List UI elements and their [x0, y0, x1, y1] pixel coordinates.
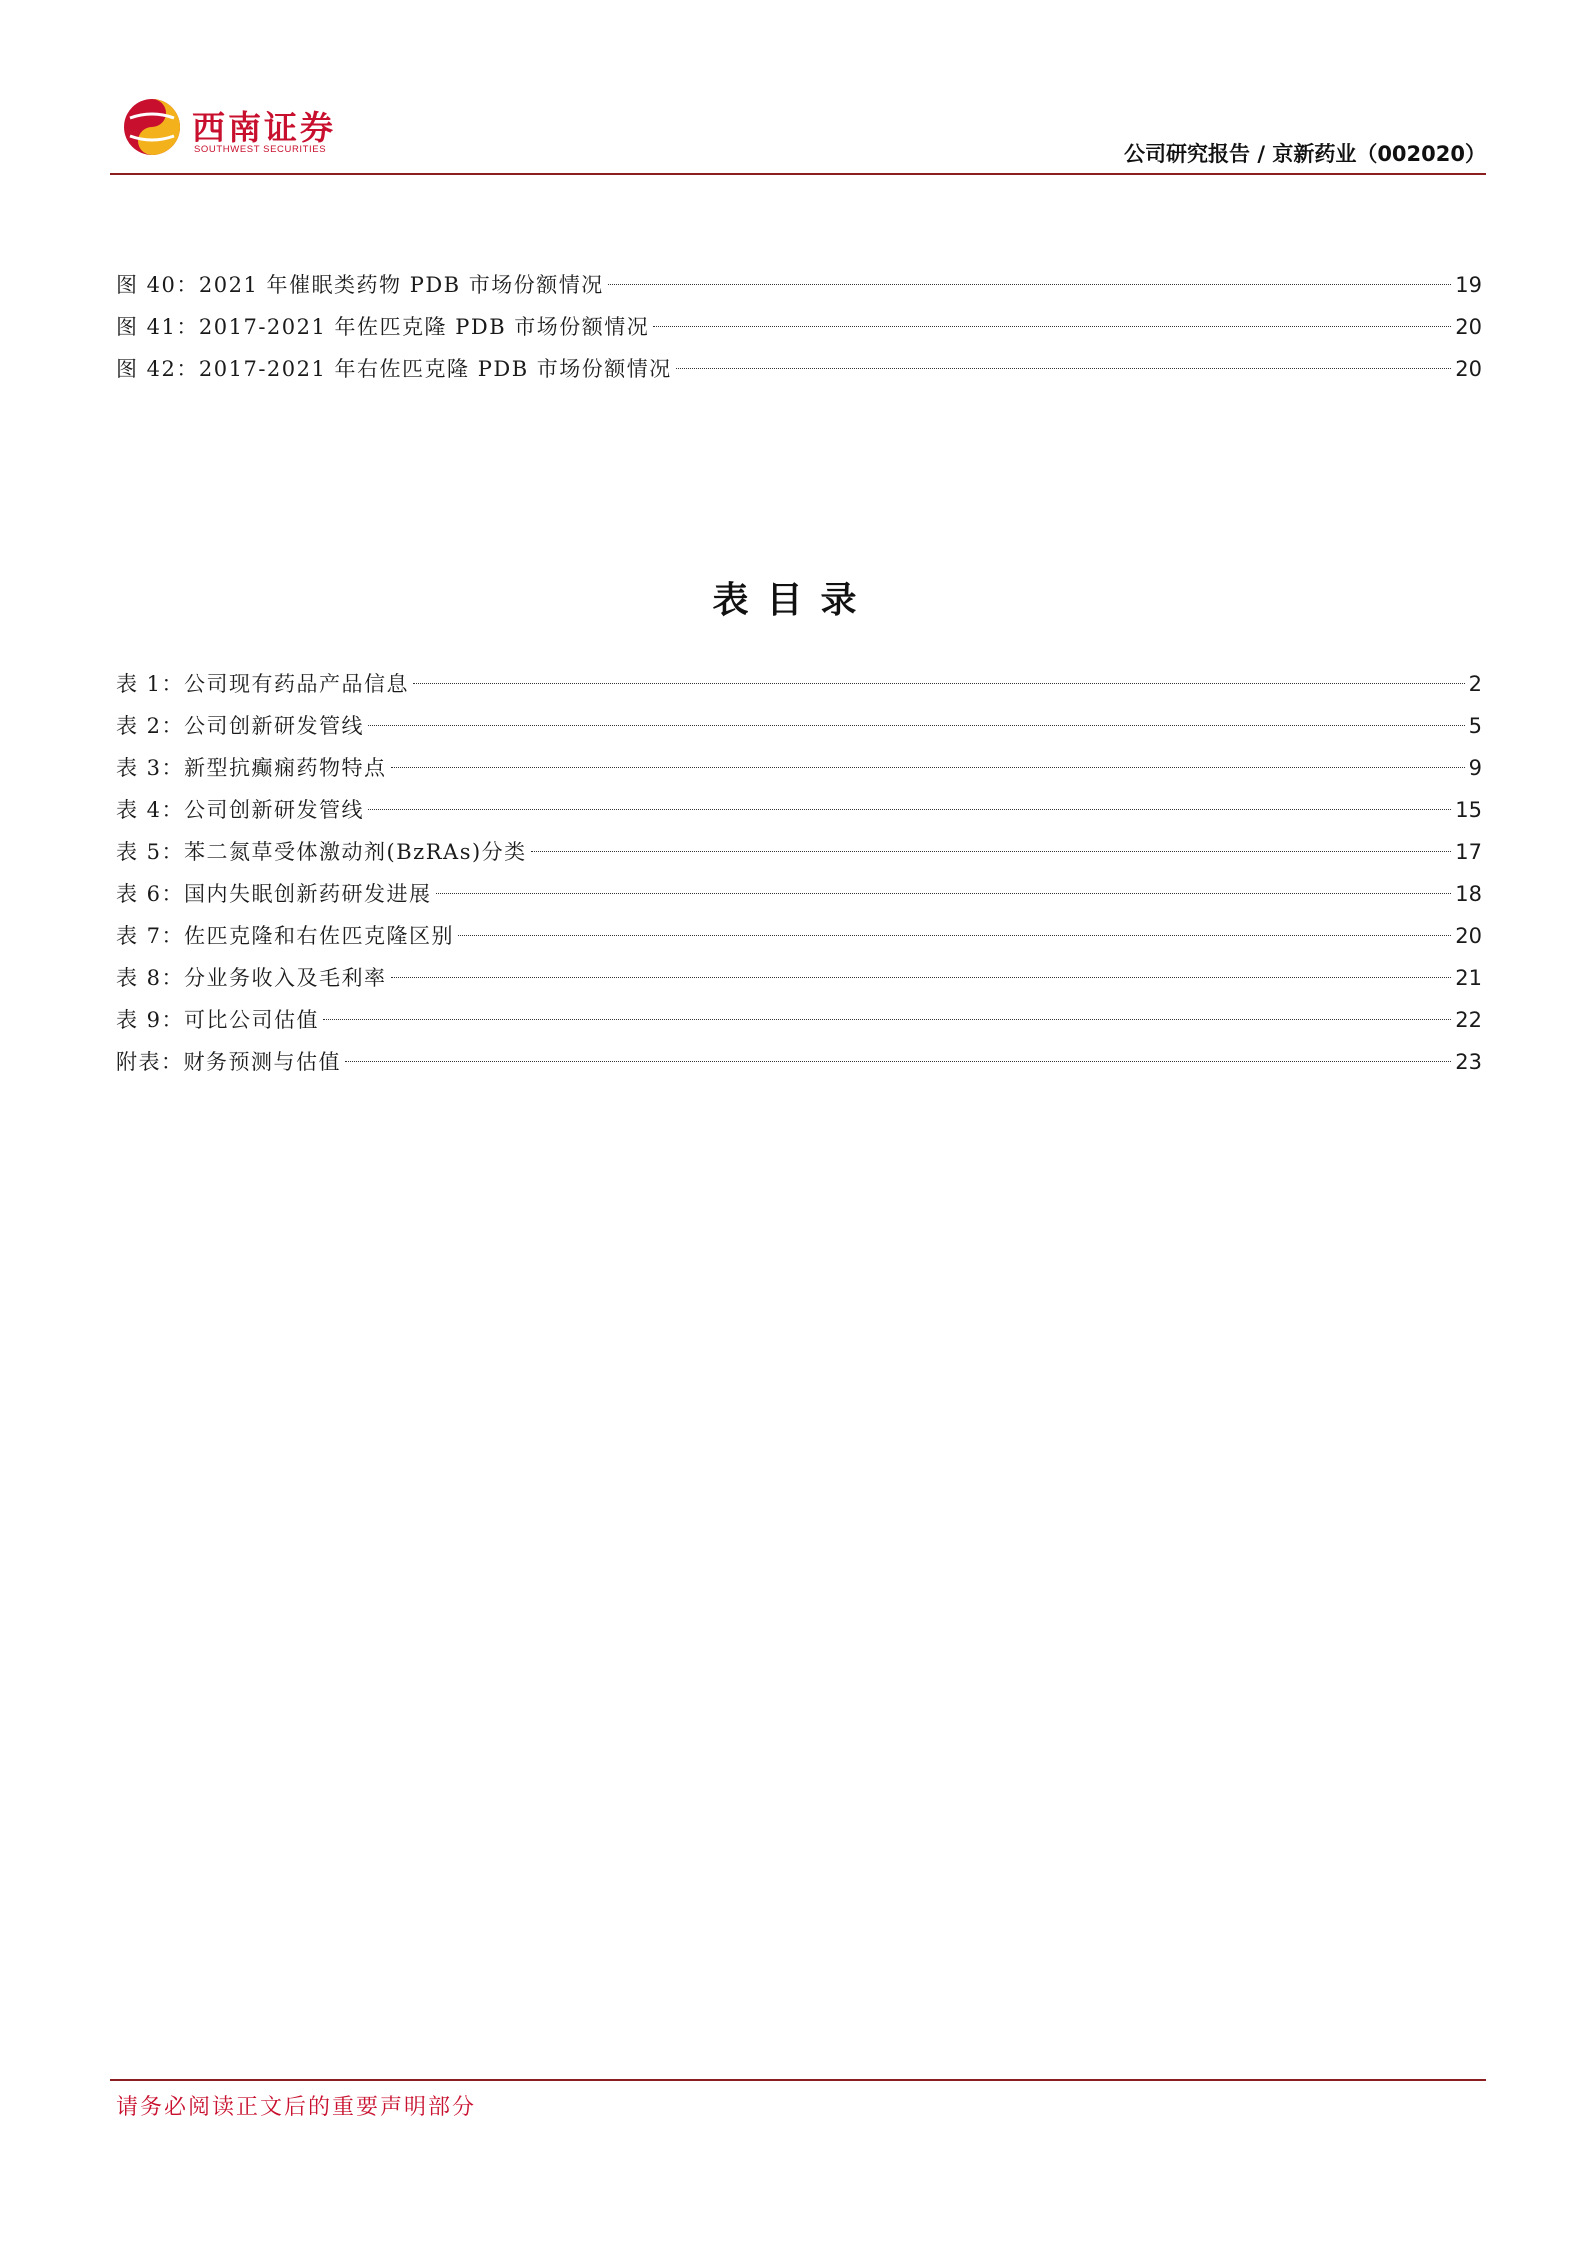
- logo-english-name: SOUTHWEST SECURITIES: [194, 144, 327, 155]
- toc-entry-label: 附表：财务预测与估值: [116, 1050, 341, 1074]
- toc-leader-dots: [608, 284, 1452, 285]
- company-logo: [122, 96, 336, 168]
- toc-entry-page: 2: [1468, 672, 1482, 696]
- toc-leader-dots: [345, 1061, 1451, 1062]
- toc-leader-dots: [676, 368, 1451, 369]
- toc-entry-label: 表 3：新型抗癫痫药物特点: [116, 756, 387, 780]
- figure-index-list: [116, 264, 1482, 390]
- toc-entry-figure-42[interactable]: [116, 348, 1482, 390]
- toc-entry-table-8[interactable]: [116, 957, 1482, 999]
- toc-entry-table-2[interactable]: [116, 705, 1482, 747]
- footer-divider: [110, 2079, 1486, 2081]
- toc-leader-dots: [531, 851, 1452, 852]
- toc-entry-appendix-table[interactable]: [116, 1041, 1482, 1083]
- toc-entry-table-9[interactable]: [116, 999, 1482, 1041]
- toc-entry-label: 表 8：分业务收入及毛利率: [116, 966, 387, 990]
- toc-leader-dots: [368, 809, 1451, 810]
- table-index-list: [116, 663, 1482, 1083]
- toc-leader-dots: [458, 935, 1451, 936]
- page-header: [0, 0, 1587, 180]
- logo-emblem-icon: [122, 96, 182, 158]
- header-divider: [110, 173, 1486, 175]
- toc-entry-page: 20: [1455, 357, 1482, 381]
- toc-entry-label: 表 2：公司创新研发管线: [116, 714, 365, 738]
- toc-entry-label: 表 9：可比公司估值: [116, 1008, 320, 1032]
- footer-disclaimer: 请务必阅读正文后的重要声明部分: [116, 2095, 477, 2120]
- toc-entry-table-6[interactable]: [116, 873, 1482, 915]
- toc-leader-dots: [368, 725, 1465, 726]
- toc-entry-table-7[interactable]: [116, 915, 1482, 957]
- toc-leader-dots: [323, 1019, 1451, 1020]
- toc-entry-page: 21: [1455, 966, 1482, 990]
- toc-entry-label: 表 6：国内失眠创新药研发进展: [116, 882, 432, 906]
- toc-entry-label: 表 7：佐匹克隆和右佐匹克隆区别: [116, 924, 455, 948]
- table-index-heading: 表目录: [712, 579, 875, 621]
- logo-chinese-name: 西南证券: [192, 108, 336, 147]
- toc-entry-label: 图 40：2021 年催眠类药物 PDB 市场份额情况: [116, 273, 604, 297]
- toc-entry-page: 22: [1455, 1008, 1482, 1032]
- toc-entry-label: 表 5：苯二氮草受体激动剂(BzRAs)分类: [116, 840, 527, 864]
- toc-entry-page: 9: [1468, 756, 1482, 780]
- toc-entry-figure-40[interactable]: [116, 264, 1482, 306]
- report-title: 公司研究报告 / 京新药业（002020）: [1124, 142, 1486, 166]
- toc-entry-label: 图 41：2017-2021 年佐匹克隆 PDB 市场份额情况: [116, 315, 650, 339]
- toc-entry-page: 23: [1455, 1050, 1482, 1074]
- toc-entry-page: 20: [1455, 315, 1482, 339]
- toc-entry-page: 15: [1455, 798, 1482, 822]
- toc-entry-table-4[interactable]: [116, 789, 1482, 831]
- toc-entry-table-1[interactable]: [116, 663, 1482, 705]
- toc-leader-dots: [413, 683, 1465, 684]
- toc-entry-table-3[interactable]: [116, 747, 1482, 789]
- toc-leader-dots: [436, 893, 1452, 894]
- toc-entry-label: 表 4：公司创新研发管线: [116, 798, 365, 822]
- toc-entry-page: 17: [1455, 840, 1482, 864]
- toc-leader-dots: [391, 767, 1465, 768]
- toc-leader-dots: [653, 326, 1451, 327]
- toc-entry-figure-41[interactable]: [116, 306, 1482, 348]
- toc-entry-page: 5: [1468, 714, 1482, 738]
- toc-entry-label: 图 42：2017-2021 年右佐匹克隆 PDB 市场份额情况: [116, 357, 672, 381]
- toc-leader-dots: [391, 977, 1452, 978]
- toc-entry-page: 18: [1455, 882, 1482, 906]
- toc-entry-label: 表 1：公司现有药品产品信息: [116, 672, 410, 696]
- toc-entry-page: 19: [1455, 273, 1482, 297]
- toc-entry-table-5[interactable]: [116, 831, 1482, 873]
- toc-entry-page: 20: [1455, 924, 1482, 948]
